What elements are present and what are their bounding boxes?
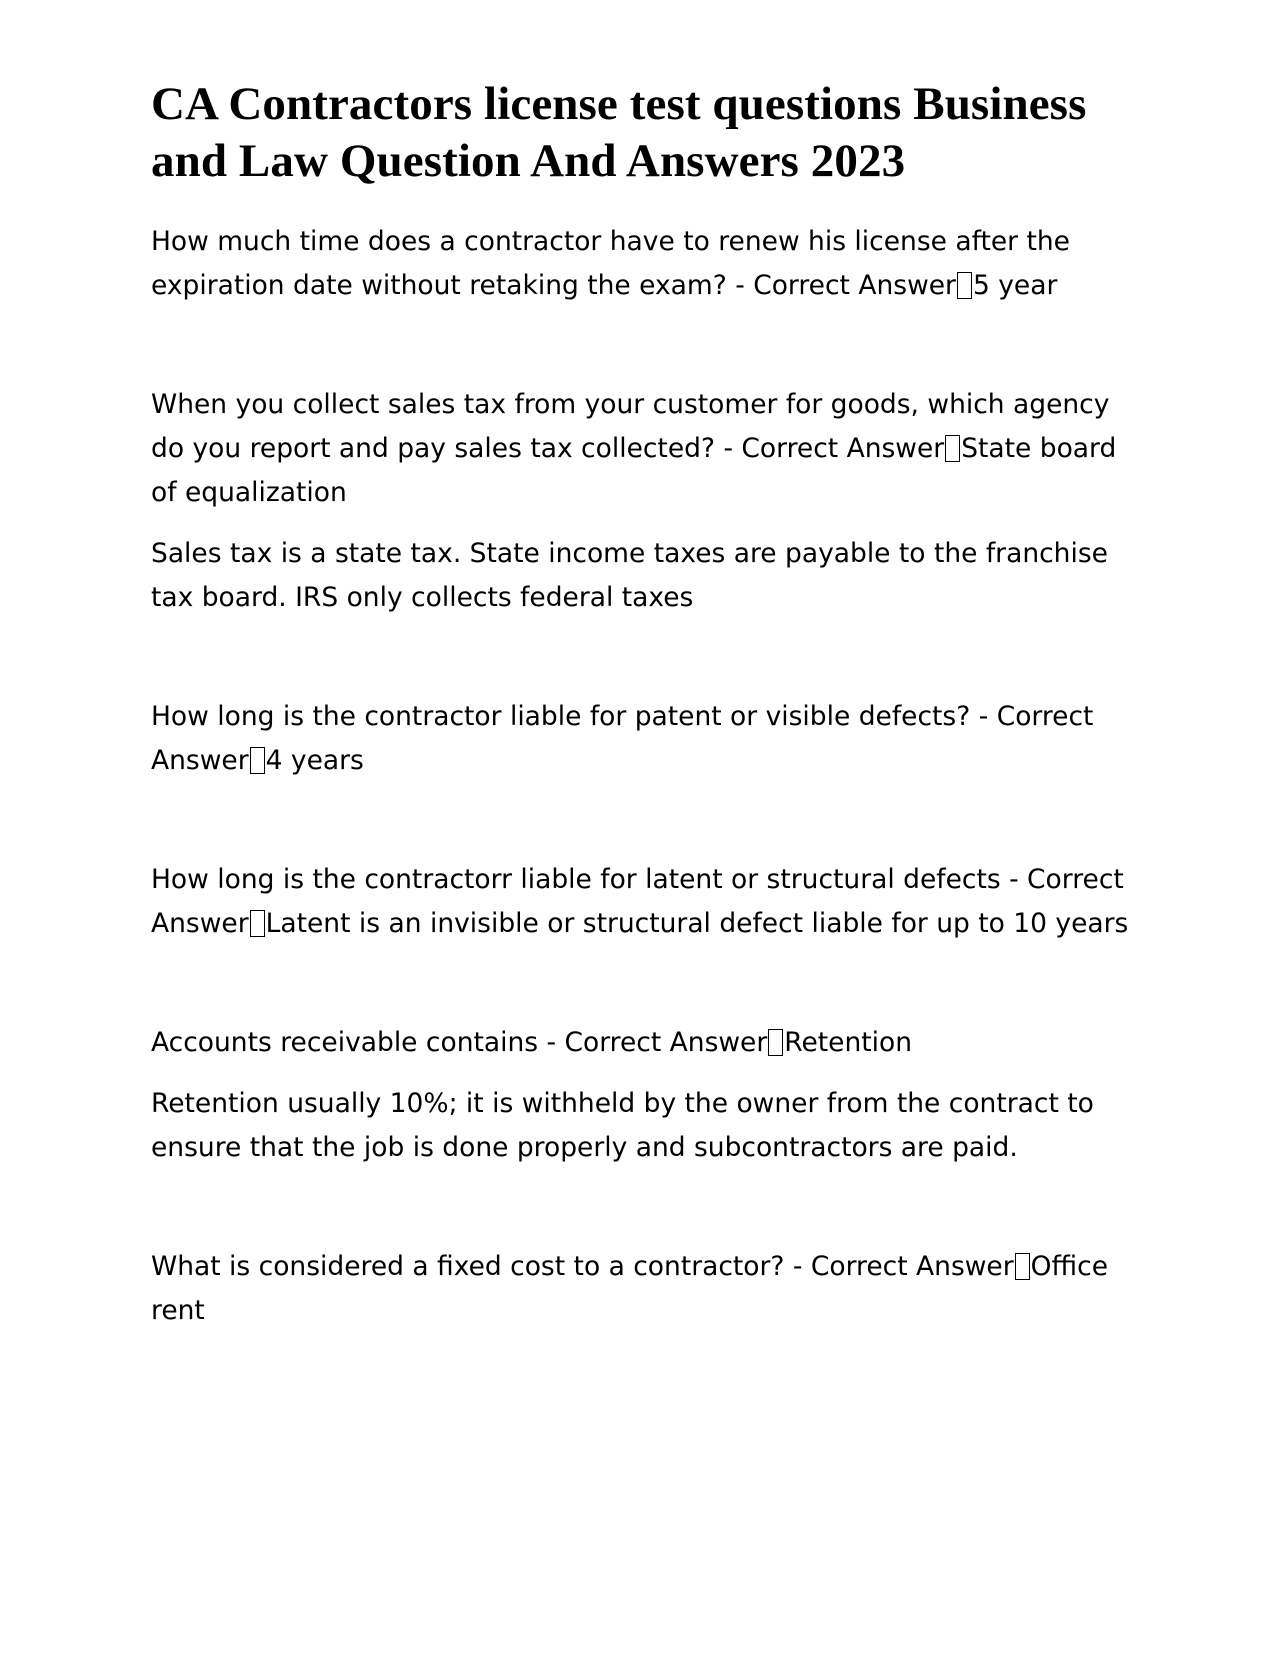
- answer-text: 4 years: [265, 745, 364, 776]
- qa-item-4: [151, 858, 1136, 946]
- missing-glyph-icon: [957, 272, 972, 299]
- qa-item-3: [151, 695, 1136, 783]
- document-content: [151, 76, 1136, 1333]
- missing-glyph-icon: [1015, 1253, 1030, 1280]
- question-text: Accounts receivable contains - Correct Answer: [151, 1027, 768, 1058]
- document-title: CA Contractors license test questions Business and Law Question And Answers 2023: [151, 78, 1087, 187]
- answer-text: 5 year: [972, 270, 1058, 301]
- answer-text: Latent is an invisible or structural defect liable for up to 10 years: [265, 908, 1129, 939]
- question-text: How much time does a contractor have to renew his license after the expiration date without retaking the exam? - Correct Answer: [151, 226, 1070, 301]
- question-text: When you collect sales tax from your customer for goods, which agency do you report and pay sales tax collected? - Correct Answer: [151, 389, 1110, 464]
- qa-item-6: [151, 1245, 1136, 1333]
- question-text: How long is the contractor liable for patent or visible defects? - Correct Answer: [151, 701, 1094, 776]
- question-text: How long is the contractorr liable for latent or structural defects - Correct Answer: [151, 864, 1124, 939]
- answer-text: Office rent: [151, 1251, 1108, 1326]
- question-text: What is considered a fixed cost to a contractor? - Correct Answer: [151, 1251, 1014, 1282]
- answer-text: State board of equalization: [151, 433, 1117, 508]
- missing-glyph-icon: [945, 435, 960, 462]
- missing-glyph-icon: [250, 910, 265, 937]
- missing-glyph-icon: [250, 747, 265, 774]
- missing-glyph-icon: [768, 1029, 783, 1056]
- qa-item-2: [151, 383, 1136, 515]
- qa-item-5: [151, 1021, 1136, 1065]
- qa-explanation-5: Retention usually 10%; it is withheld by the owner from the contract to ensure that the job is done properly and subcontractors are paid.: [151, 1088, 1094, 1163]
- qa-explanation-2: Sales tax is a state tax. State income taxes are payable to the franchise tax board. IRS only collects federal taxes: [151, 538, 1108, 613]
- answer-text: Retention: [784, 1027, 913, 1058]
- qa-item-1: [151, 220, 1136, 308]
